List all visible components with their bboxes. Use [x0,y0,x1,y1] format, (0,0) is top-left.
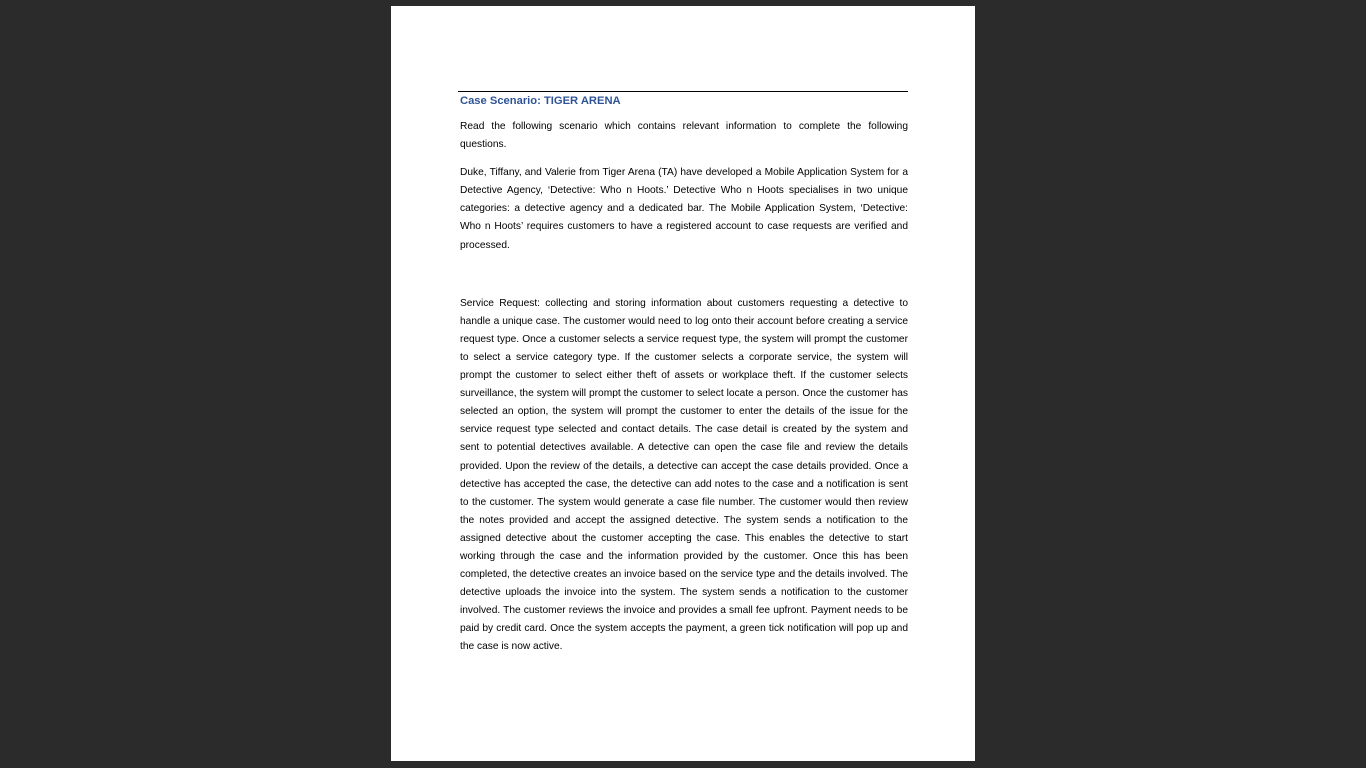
intro-paragraph: Read the following scenario which contains relevant information to complete the following questions. [460,121,908,151]
background-paragraph: Duke, Tiffany, and Valerie from Tiger Arena (TA) have developed a Mobile Application System for a Detective Agency, ‘Detective: Who n Hoots.’ Detective Who n Hoots specialises in two unique categories: a detective agency and a dedicated bar. The Mobile Application System, ‘Detective: Who n Hoots’ requires customers to have a registered account to case requests are verified and processed. [460,167,908,251]
header-rule [458,91,908,92]
document-page [391,6,975,761]
service-request-paragraph: Service Request: collecting and storing information about customers requesting a detective to handle a unique case. The customer would need to log onto their account before creating a service request type. Once a customer selects a service request type, the system will prompt the customer to select a service category type. If the customer selects a corporate service, the system will prompt the customer to select either theft of assets or workplace theft. If the customer selects surveillance, the system will prompt the customer to select locate a person. Once the customer has selected an option, the system will prompt the customer to enter the details of the issue for the service request type selected and contact details. The case detail is created by the system and sent to potential detectives available. A detective can open the case file and review the details provided. Upon the review of the details, a detective can accept the case details provided. Once a detective has accepted the case, the detective can add notes to the case and a notification is sent to the customer. The system would generate a case file number. The customer would then review the notes provided and accept the assigned detective. The system sends a notification to the assigned detective about the customer accepting the case. This enables the detective to start working through the case and the information provided by the customer. Once this has been completed, the detective creates an invoice based on the service type and the details involved. The detective uploads the invoice into the system. The system sends a notification to the customer involved. The customer reviews the invoice and provides a small fee upfront. Payment needs to be paid by credit card. Once the system accepts the payment, a green tick notification will pop up and the case is now active. [460,297,908,653]
page-content [459,91,908,667]
case-scenario-heading: Case Scenario: TIGER ARENA [460,95,621,107]
